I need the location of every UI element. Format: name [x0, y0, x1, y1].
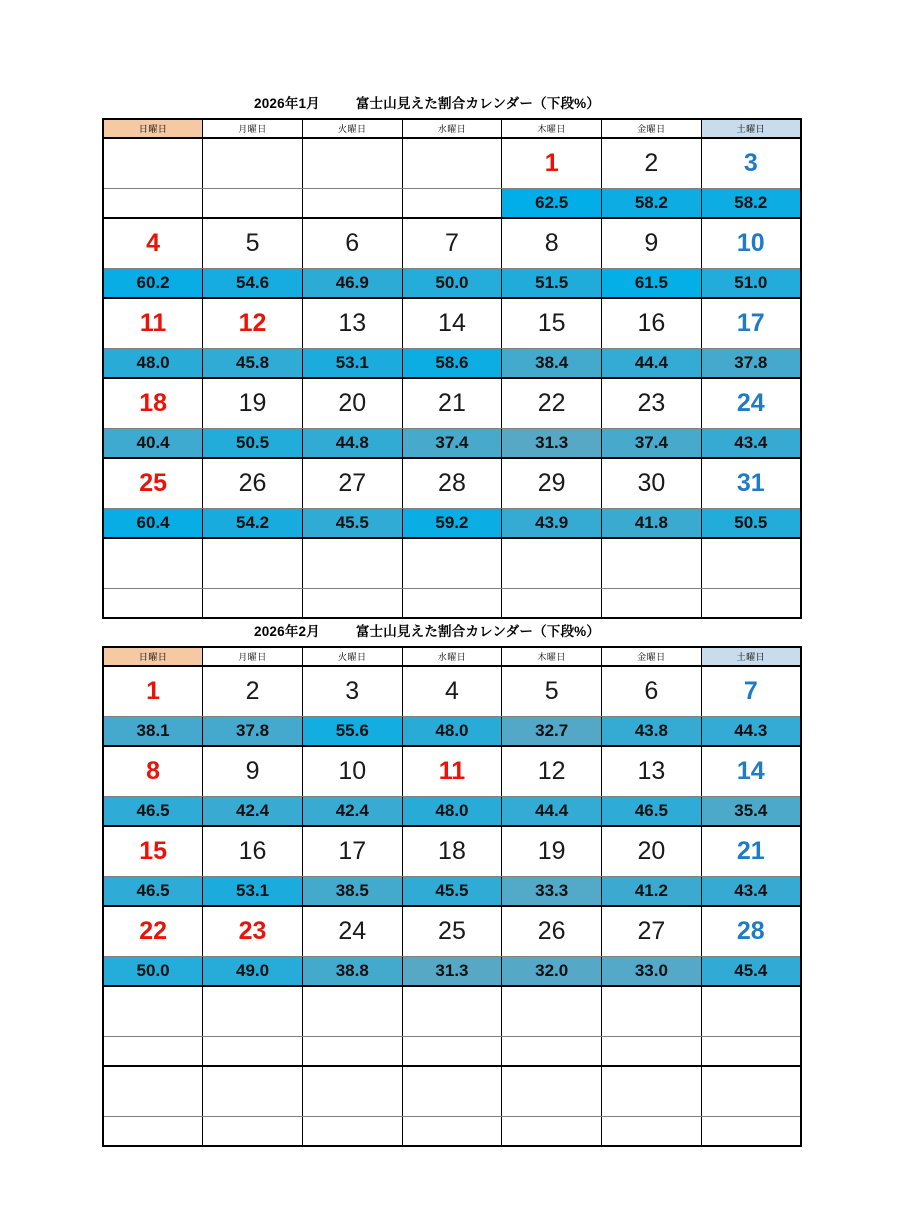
date-cell[interactable]: 3 [302, 666, 402, 717]
date-row [103, 826, 801, 877]
date-cell-empty [203, 986, 303, 1037]
date-cell[interactable]: 26 [203, 458, 303, 509]
percentage-cell-empty [602, 1117, 702, 1147]
date-cell[interactable]: 8 [103, 746, 203, 797]
percentage-cell[interactable]: 40.4 [103, 429, 203, 459]
percentage-cell[interactable]: 54.2 [203, 509, 303, 539]
percentage-cell[interactable]: 45.4 [701, 957, 801, 987]
date-cell[interactable]: 25 [103, 458, 203, 509]
percentage-cell[interactable]: 37.8 [701, 349, 801, 379]
date-cell[interactable]: 28 [402, 458, 502, 509]
percentage-row [103, 1037, 801, 1067]
date-cell[interactable]: 6 [602, 666, 702, 717]
date-cell[interactable]: 19 [502, 826, 602, 877]
percentage-row [103, 509, 801, 539]
percentage-cell[interactable]: 37.8 [203, 717, 303, 747]
percentage-cell[interactable]: 60.4 [103, 509, 203, 539]
percentage-cell[interactable]: 38.8 [302, 957, 402, 987]
date-cell[interactable]: 4 [402, 666, 502, 717]
calendar-title-february [102, 620, 800, 640]
percentage-cell-empty [302, 589, 402, 619]
percentage-row [103, 877, 801, 907]
percentage-cell-empty [402, 589, 502, 619]
date-cell[interactable]: 22 [502, 378, 602, 429]
percentage-row [103, 189, 801, 219]
date-cell-empty [602, 538, 702, 589]
percentage-cell[interactable]: 44.4 [602, 349, 702, 379]
percentage-cell[interactable]: 62.5 [502, 189, 602, 219]
percentage-cell-empty [302, 189, 402, 219]
percentage-cell[interactable]: 38.5 [302, 877, 402, 907]
percentage-cell[interactable]: 48.0 [402, 717, 502, 747]
date-cell[interactable]: 16 [203, 826, 303, 877]
date-cell[interactable]: 25 [402, 906, 502, 957]
date-cell[interactable]: 7 [701, 666, 801, 717]
percentage-cell[interactable]: 41.8 [602, 509, 702, 539]
percentage-cell[interactable]: 60.2 [103, 269, 203, 299]
day-of-week-header-5: 金曜日 [602, 647, 702, 666]
title-text-january: 富士山見えた割合カレンダー（下段%） [355, 96, 601, 111]
date-cell[interactable]: 10 [701, 218, 801, 269]
day-of-week-header-2: 火曜日 [302, 119, 402, 138]
percentage-cell-empty [103, 589, 203, 619]
date-cell-empty [103, 1066, 203, 1117]
percentage-cell[interactable]: 50.5 [203, 429, 303, 459]
date-cell[interactable]: 31 [701, 458, 801, 509]
date-row [103, 746, 801, 797]
date-cell[interactable]: 15 [103, 826, 203, 877]
date-cell[interactable]: 29 [502, 458, 602, 509]
calendar-body-january [103, 119, 801, 618]
date-cell-empty [502, 1066, 602, 1117]
day-of-week-header-4: 木曜日 [502, 119, 602, 138]
date-cell-empty [103, 538, 203, 589]
date-row [103, 138, 801, 189]
percentage-cell[interactable]: 46.5 [103, 797, 203, 827]
title-month-february: 2026年2月 [254, 624, 320, 639]
percentage-cell[interactable]: 61.5 [602, 269, 702, 299]
percentage-cell-empty [203, 189, 303, 219]
percentage-cell[interactable]: 37.4 [602, 429, 702, 459]
date-cell[interactable]: 24 [701, 378, 801, 429]
date-cell[interactable]: 3 [701, 138, 801, 189]
percentage-cell[interactable]: 59.2 [402, 509, 502, 539]
date-cell[interactable]: 19 [203, 378, 303, 429]
date-row [103, 1066, 801, 1117]
day-of-week-header-row [103, 647, 801, 666]
date-cell[interactable]: 2 [203, 666, 303, 717]
percentage-cell-empty [302, 1117, 402, 1147]
percentage-cell-empty [502, 1117, 602, 1147]
percentage-cell[interactable]: 42.4 [302, 797, 402, 827]
date-cell-empty [402, 1066, 502, 1117]
date-cell[interactable]: 9 [602, 218, 702, 269]
date-cell[interactable]: 20 [602, 826, 702, 877]
percentage-cell[interactable]: 58.6 [402, 349, 502, 379]
percentage-cell[interactable]: 54.6 [203, 269, 303, 299]
date-cell[interactable]: 5 [502, 666, 602, 717]
date-row [103, 538, 801, 589]
date-cell[interactable]: 8 [502, 218, 602, 269]
percentage-cell-empty [103, 1117, 203, 1147]
date-cell-empty [701, 986, 801, 1037]
calendar-february [102, 620, 800, 1147]
percentage-cell-empty [402, 1117, 502, 1147]
date-cell[interactable]: 21 [701, 826, 801, 877]
date-cell[interactable]: 20 [302, 378, 402, 429]
percentage-cell-empty [602, 589, 702, 619]
percentage-row [103, 1117, 801, 1147]
day-of-week-header-6: 土曜日 [701, 119, 801, 138]
percentage-cell-empty [502, 589, 602, 619]
date-cell[interactable]: 5 [203, 218, 303, 269]
title-month-january: 2026年1月 [254, 96, 320, 111]
percentage-row [103, 797, 801, 827]
date-cell-empty [203, 138, 303, 189]
date-cell-empty [302, 138, 402, 189]
date-cell[interactable]: 24 [302, 906, 402, 957]
date-cell[interactable]: 1 [502, 138, 602, 189]
date-row [103, 986, 801, 1037]
percentage-cell-empty [701, 589, 801, 619]
day-of-week-header-0: 日曜日 [103, 119, 203, 138]
percentage-cell[interactable]: 58.2 [701, 189, 801, 219]
percentage-cell-empty [701, 1117, 801, 1147]
percentage-cell[interactable]: 53.1 [302, 349, 402, 379]
percentage-cell-empty [302, 1037, 402, 1067]
percentage-cell[interactable]: 48.0 [402, 797, 502, 827]
calendar-body-february [103, 647, 801, 1146]
percentage-cell[interactable]: 33.3 [502, 877, 602, 907]
percentage-cell-empty [402, 189, 502, 219]
date-row [103, 458, 801, 509]
percentage-cell[interactable]: 41.2 [602, 877, 702, 907]
percentage-cell[interactable]: 50.0 [402, 269, 502, 299]
percentage-row [103, 957, 801, 987]
calendar-table-january [102, 118, 802, 619]
percentage-cell[interactable]: 38.4 [502, 349, 602, 379]
percentage-cell[interactable]: 32.7 [502, 717, 602, 747]
date-row [103, 906, 801, 957]
percentage-cell[interactable]: 42.4 [203, 797, 303, 827]
day-of-week-header-3: 水曜日 [402, 647, 502, 666]
day-of-week-header-row [103, 119, 801, 138]
percentage-cell-empty [203, 1117, 303, 1147]
percentage-cell[interactable]: 43.9 [502, 509, 602, 539]
date-cell[interactable]: 1 [103, 666, 203, 717]
date-cell[interactable]: 12 [203, 298, 303, 349]
percentage-cell[interactable]: 45.5 [402, 877, 502, 907]
percentage-cell[interactable]: 44.8 [302, 429, 402, 459]
date-cell[interactable]: 30 [602, 458, 702, 509]
date-cell[interactable]: 14 [402, 298, 502, 349]
percentage-cell[interactable]: 45.8 [203, 349, 303, 379]
date-row [103, 666, 801, 717]
percentage-cell[interactable]: 43.4 [701, 429, 801, 459]
date-cell[interactable]: 23 [203, 906, 303, 957]
calendar-table-february [102, 646, 802, 1147]
percentage-cell[interactable]: 46.5 [103, 877, 203, 907]
date-cell[interactable]: 11 [402, 746, 502, 797]
percentage-cell[interactable]: 46.5 [602, 797, 702, 827]
date-cell[interactable]: 9 [203, 746, 303, 797]
date-cell[interactable]: 12 [502, 746, 602, 797]
date-cell-empty [701, 1066, 801, 1117]
calendar-january [102, 92, 800, 619]
percentage-cell[interactable]: 45.5 [302, 509, 402, 539]
date-cell[interactable]: 15 [502, 298, 602, 349]
percentage-cell[interactable]: 48.0 [103, 349, 203, 379]
date-cell-empty [103, 986, 203, 1037]
date-cell-empty [302, 538, 402, 589]
percentage-cell[interactable]: 44.4 [502, 797, 602, 827]
date-cell-empty [203, 538, 303, 589]
percentage-cell[interactable]: 33.0 [602, 957, 702, 987]
date-cell-empty [502, 538, 602, 589]
day-of-week-header-3: 水曜日 [402, 119, 502, 138]
date-row [103, 218, 801, 269]
date-cell[interactable]: 6 [302, 218, 402, 269]
date-cell[interactable]: 17 [302, 826, 402, 877]
day-of-week-header-5: 金曜日 [602, 119, 702, 138]
percentage-cell[interactable]: 50.0 [103, 957, 203, 987]
date-cell-empty [103, 138, 203, 189]
percentage-cell[interactable]: 58.2 [602, 189, 702, 219]
percentage-cell[interactable]: 35.4 [701, 797, 801, 827]
date-cell[interactable]: 14 [701, 746, 801, 797]
percentage-cell[interactable]: 51.5 [502, 269, 602, 299]
date-cell[interactable]: 22 [103, 906, 203, 957]
date-cell[interactable]: 18 [402, 826, 502, 877]
percentage-row [103, 589, 801, 619]
percentage-cell[interactable]: 50.5 [701, 509, 801, 539]
date-row [103, 378, 801, 429]
percentage-cell[interactable]: 46.9 [302, 269, 402, 299]
percentage-cell-empty [602, 1037, 702, 1067]
date-cell[interactable]: 2 [602, 138, 702, 189]
date-cell-empty [302, 1066, 402, 1117]
percentage-cell[interactable]: 55.6 [302, 717, 402, 747]
date-cell[interactable]: 13 [602, 746, 702, 797]
day-of-week-header-0: 日曜日 [103, 647, 203, 666]
percentage-cell[interactable]: 51.0 [701, 269, 801, 299]
date-cell[interactable]: 17 [701, 298, 801, 349]
calendar-title-january [102, 92, 800, 112]
date-cell-empty [602, 986, 702, 1037]
date-cell[interactable]: 27 [302, 458, 402, 509]
date-cell[interactable]: 28 [701, 906, 801, 957]
date-cell[interactable]: 21 [402, 378, 502, 429]
date-row [103, 298, 801, 349]
percentage-row [103, 349, 801, 379]
percentage-cell[interactable]: 43.8 [602, 717, 702, 747]
date-cell[interactable]: 13 [302, 298, 402, 349]
date-cell[interactable]: 7 [402, 218, 502, 269]
date-cell[interactable]: 10 [302, 746, 402, 797]
date-cell[interactable]: 27 [602, 906, 702, 957]
percentage-cell[interactable]: 53.1 [203, 877, 303, 907]
percentage-cell-empty [203, 589, 303, 619]
percentage-cell[interactable]: 37.4 [402, 429, 502, 459]
percentage-cell[interactable]: 32.0 [502, 957, 602, 987]
date-cell-empty [402, 538, 502, 589]
date-cell-empty [701, 538, 801, 589]
percentage-cell-empty [402, 1037, 502, 1067]
day-of-week-header-2: 火曜日 [302, 647, 402, 666]
percentage-cell-empty [103, 189, 203, 219]
date-cell-empty [302, 986, 402, 1037]
date-cell-empty [203, 1066, 303, 1117]
percentage-cell-empty [103, 1037, 203, 1067]
date-cell-empty [402, 986, 502, 1037]
date-cell[interactable]: 16 [602, 298, 702, 349]
day-of-week-header-4: 木曜日 [502, 647, 602, 666]
day-of-week-header-1: 月曜日 [203, 647, 303, 666]
percentage-row [103, 269, 801, 299]
percentage-cell[interactable]: 49.0 [203, 957, 303, 987]
percentage-cell[interactable]: 31.3 [402, 957, 502, 987]
date-cell[interactable]: 18 [103, 378, 203, 429]
percentage-cell[interactable]: 44.3 [701, 717, 801, 747]
date-cell-empty [602, 1066, 702, 1117]
percentage-row [103, 429, 801, 459]
percentage-cell-empty [502, 1037, 602, 1067]
percentage-cell[interactable]: 43.4 [701, 877, 801, 907]
percentage-cell[interactable]: 31.3 [502, 429, 602, 459]
date-cell[interactable]: 11 [103, 298, 203, 349]
date-cell[interactable]: 4 [103, 218, 203, 269]
day-of-week-header-6: 土曜日 [701, 647, 801, 666]
percentage-cell-empty [701, 1037, 801, 1067]
date-cell-empty [502, 986, 602, 1037]
date-cell[interactable]: 23 [602, 378, 702, 429]
percentage-cell-empty [203, 1037, 303, 1067]
percentage-row [103, 717, 801, 747]
title-text-february: 富士山見えた割合カレンダー（下段%） [355, 624, 601, 639]
day-of-week-header-1: 月曜日 [203, 119, 303, 138]
date-cell[interactable]: 26 [502, 906, 602, 957]
date-cell-empty [402, 138, 502, 189]
percentage-cell[interactable]: 38.1 [103, 717, 203, 747]
